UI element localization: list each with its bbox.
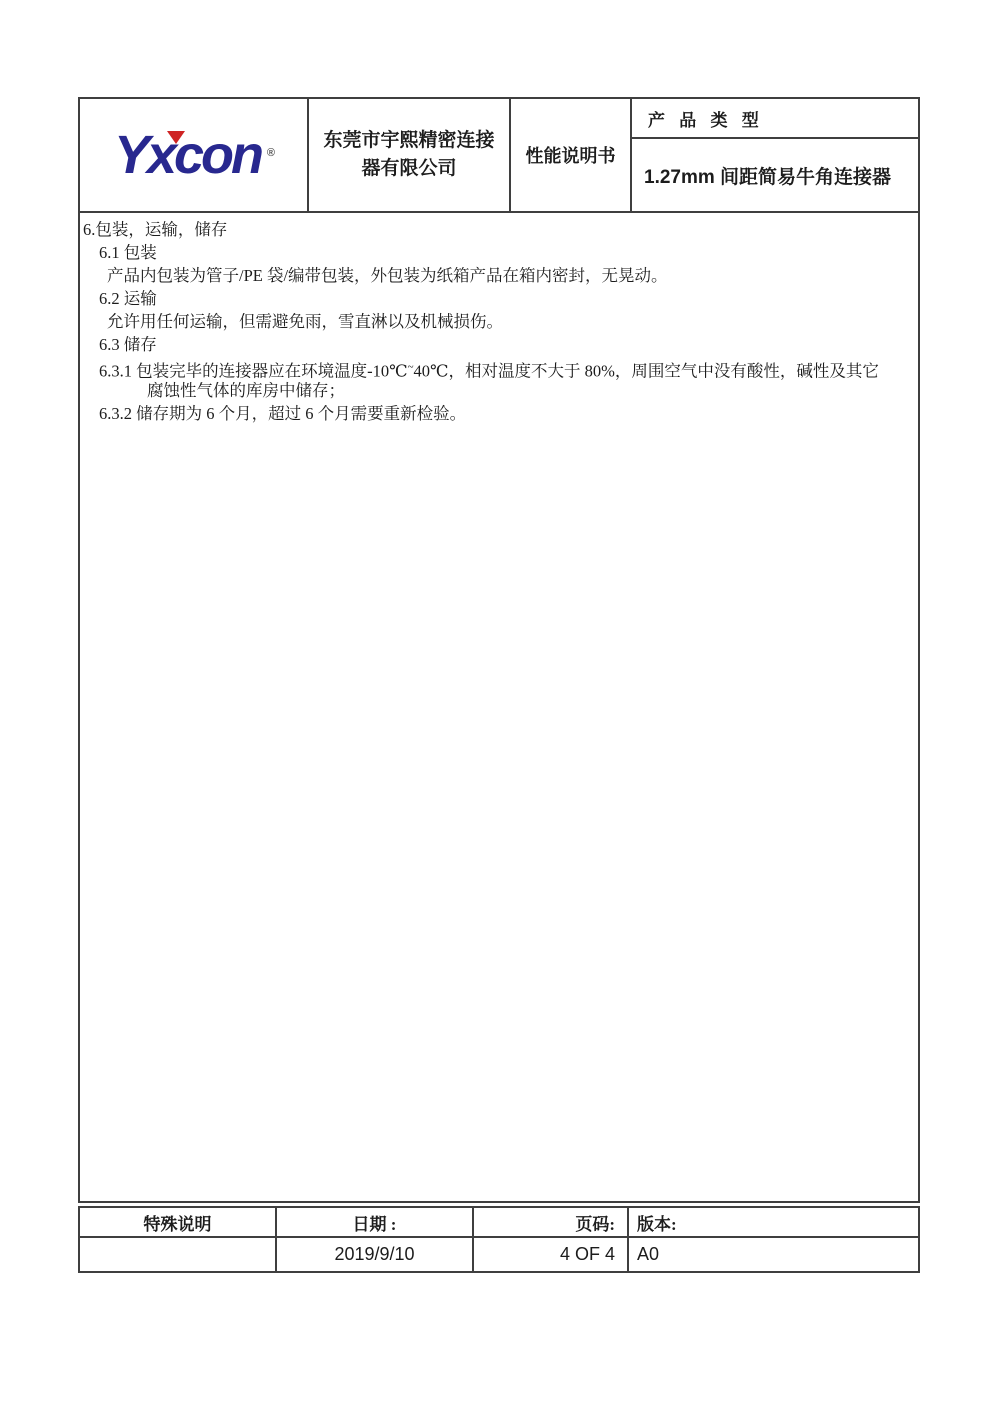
company-logo <box>113 125 276 185</box>
date-value: 2019/9/10 <box>275 1238 472 1271</box>
body-line-6-1: 6.1 包装 <box>99 243 157 262</box>
body-line-6-1-text: 产品内包装为管子/PE 袋/编带包装，外包装为纸箱产品在箱内密封，无晃动。 <box>107 266 668 285</box>
doc-type-cell <box>509 99 630 211</box>
logo-triangle-icon <box>167 131 185 144</box>
registered-trademark-icon: ® <box>266 147 276 159</box>
date-label: 日期 : <box>275 1208 472 1236</box>
doc-type-label: 性能说明书 <box>525 146 616 166</box>
version-label: 版本: <box>627 1208 918 1236</box>
header-table <box>78 97 920 213</box>
page-number-label: 页码: <box>472 1208 627 1236</box>
page-number-value: 4 OF 4 <box>472 1238 627 1271</box>
body-line-6-2-text: 允许用任何运输，但需避免雨，雪直淋以及机械损伤。 <box>107 312 503 331</box>
logo-cell <box>80 99 307 211</box>
body-line-6-3-2: 6.3.2 储存期为 6 个月，超过 6 个月需要重新检验。 <box>99 404 467 423</box>
line-6-3-1-post: 40℃，相对温度不大于 80%，周围空气中没有酸性，碱性及其它 <box>413 361 879 381</box>
product-type-cell <box>630 99 918 211</box>
company-name-line2: 器有限公司 <box>361 158 457 179</box>
logo-wordmark: Yxcon <box>113 125 262 185</box>
footer-table <box>78 1206 920 1273</box>
body-content-box <box>78 213 920 1203</box>
company-name-line1: 东莞市宇熙精密连接 <box>323 130 495 151</box>
footer-values-row <box>80 1236 918 1271</box>
line-6-3-1-pre: 6.3.1 包装完毕的连接器应在环境温度-10℃ <box>99 361 408 381</box>
body-line-6-3: 6.3 储存 <box>99 335 157 354</box>
version-value: A0 <box>627 1238 918 1271</box>
special-note-value <box>80 1238 275 1271</box>
footer-header-row <box>80 1208 918 1236</box>
product-type-value-row <box>632 139 918 211</box>
section-heading: 6.包装，运输，储存 <box>83 220 228 239</box>
special-note-label: 特殊说明 <box>143 1214 212 1234</box>
company-name-cell <box>307 99 509 211</box>
body-line-6-3-1-cont: 腐蚀性气体的库房中储存； <box>147 381 345 400</box>
body-line-6-3-1 <box>80 356 918 379</box>
product-type-value: 1.27mm 间距简易牛角连接器 <box>644 166 892 188</box>
body-line-6-2: 6.2 运输 <box>99 289 157 308</box>
tilde-superscript: ~ <box>407 361 414 373</box>
product-type-label: 产 品 类 型 <box>648 110 764 130</box>
product-type-header <box>632 99 918 139</box>
